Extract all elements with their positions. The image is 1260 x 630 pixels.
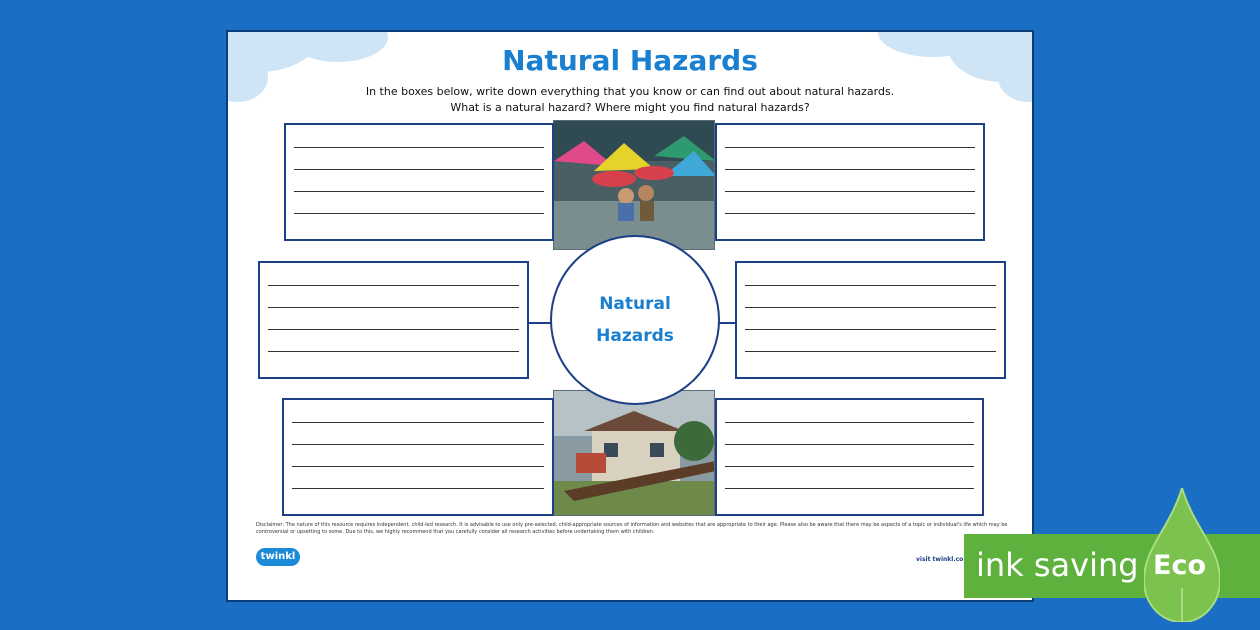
writing-line	[294, 191, 544, 192]
writing-line	[725, 191, 975, 192]
disclaimer: Disclaimer: The nature of this resource requires independent, child-led research. It is advisable to use only pre-selected, child-appropriate sources of information and websites that are appropriate to their age. Please also be aware that there may be aspects of a topic or individual's life which may be controversial or upsetting to some. Due to this, we highly recommend that you carefully consider all research activities before undertaking them with children.	[256, 522, 1008, 535]
center-topic-line-1: Natural	[599, 294, 671, 314]
writing-box-top-left[interactable]	[284, 123, 554, 241]
writing-line	[268, 351, 519, 352]
instructions-line-2: What is a natural hazard? Where might you find natural hazards?	[450, 101, 810, 114]
flood-image	[553, 120, 715, 250]
writing-line	[745, 307, 996, 308]
twinkl-logo[interactable]: twinkl	[256, 548, 300, 566]
writing-line	[294, 169, 544, 170]
writing-box-bottom-right[interactable]	[715, 398, 984, 516]
connector-line	[528, 322, 552, 324]
page-title: Natural Hazards	[502, 44, 758, 77]
writing-box-bottom-left[interactable]	[282, 398, 554, 516]
instructions-line-1: In the boxes below, write down everything that you know or can find out about natural hazards.	[365, 85, 895, 98]
writing-box-top-right[interactable]	[715, 123, 985, 241]
writing-line	[725, 169, 975, 170]
ink-saving-label: ink saving	[976, 546, 1139, 584]
writing-line	[294, 147, 544, 148]
storm-damage-image	[553, 390, 715, 516]
writing-line	[725, 466, 974, 467]
writing-line	[725, 147, 975, 148]
writing-box-middle-left[interactable]	[258, 261, 529, 379]
connector-line	[718, 322, 736, 324]
writing-line	[292, 466, 544, 467]
instructions	[228, 84, 1032, 116]
writing-line	[725, 213, 975, 214]
writing-line	[294, 213, 544, 214]
center-topic	[550, 235, 720, 405]
writing-box-middle-right[interactable]	[735, 261, 1006, 379]
writing-line	[268, 329, 519, 330]
writing-line	[745, 285, 996, 286]
writing-line	[725, 488, 974, 489]
writing-line	[745, 351, 996, 352]
writing-line	[292, 422, 544, 423]
eco-label: Eco	[1153, 550, 1206, 581]
center-topic-line-2: Hazards	[596, 326, 674, 346]
writing-line	[745, 329, 996, 330]
visit-link[interactable]: visit twinkl.co	[916, 556, 964, 563]
writing-line	[725, 444, 974, 445]
writing-line	[268, 285, 519, 286]
writing-line	[725, 422, 974, 423]
writing-line	[292, 444, 544, 445]
worksheet	[226, 30, 1034, 602]
writing-line	[292, 488, 544, 489]
writing-line	[268, 307, 519, 308]
